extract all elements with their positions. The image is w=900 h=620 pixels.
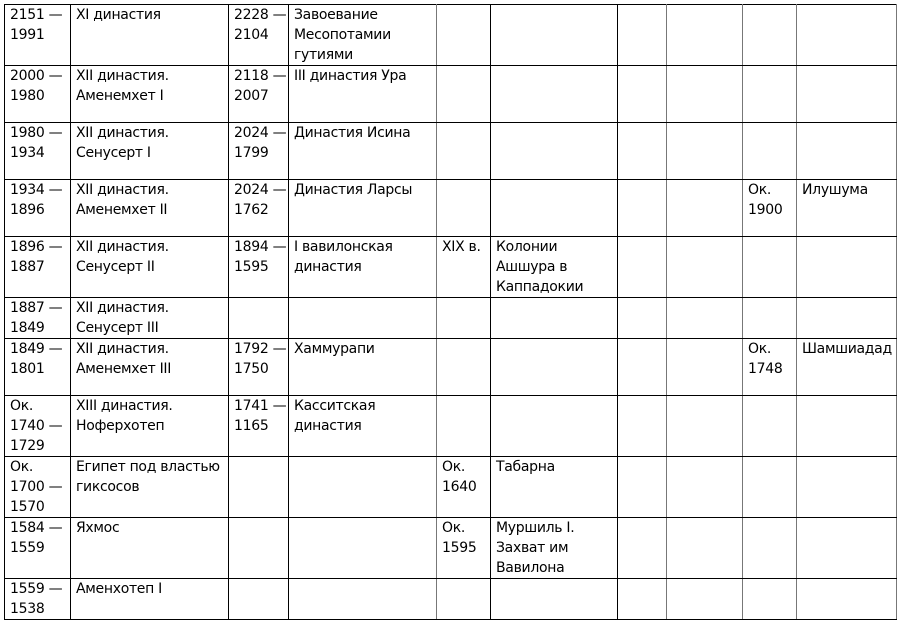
table-cell-egypt-date: [5, 579, 71, 620]
table-cell-assyria-date: [743, 123, 797, 180]
cell-text: XII династия. Сенусерт II: [76, 239, 169, 275]
table-cell-assyria-event: [797, 579, 897, 620]
chronology-table: [4, 4, 897, 620]
table-cell-assyria-event: [797, 298, 897, 339]
cell-text: 1849 — 1801: [10, 341, 63, 377]
table-cell-assyria-date: [743, 396, 797, 457]
table-cell-egypt-event: [71, 579, 229, 620]
table-cell-anatolia-date: [437, 457, 491, 518]
table-row: [5, 339, 897, 396]
table-cell-assyria-event: [797, 237, 897, 298]
table-row: [5, 180, 897, 237]
table-cell-col8-event: [667, 66, 743, 123]
table-cell-assyria-event: [797, 5, 897, 66]
table-cell-egypt-event: [71, 339, 229, 396]
table-cell-col8-event: [667, 298, 743, 339]
table-cell-col7-date: [618, 66, 667, 123]
table-cell-mesopotamia-date: [229, 457, 289, 518]
table-cell-egypt-date: [5, 396, 71, 457]
table-cell-egypt-event: [71, 518, 229, 579]
table-row: [5, 298, 897, 339]
table-cell-anatolia-date: [437, 518, 491, 579]
table-cell-egypt-date: [5, 298, 71, 339]
table-row: [5, 457, 897, 518]
table-cell-col8-event: [667, 123, 743, 180]
cell-text: Ок. 1640: [442, 459, 477, 495]
cell-text: Аменхотеп I: [76, 581, 162, 597]
cell-text: III династия Ура: [294, 68, 407, 84]
cell-text: XII династия. Аменемхет III: [76, 341, 172, 377]
table-cell-mesopotamia-event: [289, 237, 437, 298]
table-cell-anatolia-date: [437, 579, 491, 620]
table-cell-assyria-event: [797, 66, 897, 123]
table-cell-mesopotamia-event: [289, 5, 437, 66]
table-cell-mesopotamia-event: [289, 339, 437, 396]
table-cell-col7-date: [618, 518, 667, 579]
table-cell-col7-date: [618, 123, 667, 180]
cell-text: 2228 — 2104: [234, 7, 287, 43]
table-cell-col7-date: [618, 457, 667, 518]
table-row: [5, 5, 897, 66]
table-cell-egypt-event: [71, 396, 229, 457]
table-cell-egypt-event: [71, 237, 229, 298]
table-cell-egypt-date: [5, 123, 71, 180]
table-cell-egypt-date: [5, 5, 71, 66]
cell-text: 1584 — 1559: [10, 520, 63, 556]
cell-text: 1980 — 1934: [10, 125, 63, 161]
table-cell-assyria-event: [797, 180, 897, 237]
cell-text: 2151 — 1991: [10, 7, 63, 43]
cell-text: 2024 — 1762: [234, 182, 287, 218]
table-body: [5, 5, 897, 620]
cell-text: Египет под властью гиксосов: [76, 459, 220, 495]
table-cell-col8-event: [667, 339, 743, 396]
table-cell-assyria-date: [743, 518, 797, 579]
cell-text: Ок. 1748: [748, 341, 783, 377]
table-cell-anatolia-date: [437, 298, 491, 339]
cell-text: Хаммурапи: [294, 341, 375, 357]
table-cell-anatolia-event: [491, 396, 618, 457]
table-cell-egypt-event: [71, 457, 229, 518]
table-cell-egypt-date: [5, 518, 71, 579]
cell-text: Яхмос: [76, 520, 120, 536]
table-cell-anatolia-event: [491, 339, 618, 396]
table-row: [5, 518, 897, 579]
table-cell-col8-event: [667, 180, 743, 237]
cell-text: Ок. 1900: [748, 182, 783, 218]
table-cell-anatolia-date: [437, 237, 491, 298]
cell-text: XII династия. Аменемхет II: [76, 182, 169, 218]
table-cell-egypt-event: [71, 298, 229, 339]
table-cell-mesopotamia-event: [289, 396, 437, 457]
table-cell-mesopotamia-event: [289, 579, 437, 620]
table-cell-mesopotamia-date: [229, 298, 289, 339]
table-cell-assyria-date: [743, 339, 797, 396]
table-row: [5, 237, 897, 298]
table-cell-egypt-event: [71, 123, 229, 180]
table-cell-mesopotamia-date: [229, 5, 289, 66]
table-cell-mesopotamia-date: [229, 396, 289, 457]
cell-text: Завоевание Месопотамии гутиями: [294, 7, 391, 63]
cell-text: Шамшиадад: [802, 341, 892, 357]
cell-text: 1741 — 1165: [234, 398, 287, 434]
cell-text: Касситская династия: [294, 398, 376, 434]
table-row: [5, 123, 897, 180]
table-cell-assyria-date: [743, 180, 797, 237]
table-cell-col8-event: [667, 579, 743, 620]
table-cell-col7-date: [618, 339, 667, 396]
table-cell-assyria-event: [797, 339, 897, 396]
table-cell-mesopotamia-event: [289, 518, 437, 579]
table-cell-col7-date: [618, 237, 667, 298]
table-cell-mesopotamia-event: [289, 457, 437, 518]
cell-text: XIII династия. Ноферхотеп: [76, 398, 173, 434]
table-cell-col8-event: [667, 457, 743, 518]
cell-text: XIX в.: [442, 239, 481, 255]
table-cell-anatolia-date: [437, 396, 491, 457]
table-cell-assyria-date: [743, 66, 797, 123]
table-cell-anatolia-event: [491, 298, 618, 339]
table-cell-mesopotamia-date: [229, 579, 289, 620]
table-cell-anatolia-event: [491, 5, 618, 66]
table-cell-mesopotamia-event: [289, 298, 437, 339]
cell-text: I вавилонская династия: [294, 239, 393, 275]
cell-text: Илушума: [802, 182, 868, 198]
table-cell-egypt-date: [5, 339, 71, 396]
cell-text: Табарна: [496, 459, 555, 475]
table-cell-assyria-date: [743, 457, 797, 518]
table-cell-anatolia-event: [491, 123, 618, 180]
table-cell-anatolia-event: [491, 518, 618, 579]
cell-text: XI династия: [76, 7, 161, 23]
table-cell-anatolia-event: [491, 180, 618, 237]
table-cell-mesopotamia-event: [289, 66, 437, 123]
cell-text: Ок. 1740 — 1729: [10, 398, 63, 454]
cell-text: 1559 — 1538: [10, 581, 63, 617]
cell-text: Династия Исина: [294, 125, 411, 141]
table-cell-mesopotamia-date: [229, 237, 289, 298]
cell-text: Ок. 1700 — 1570: [10, 459, 63, 515]
cell-text: 2000 — 1980: [10, 68, 63, 104]
cell-text: Ок. 1595: [442, 520, 477, 556]
table-cell-col8-event: [667, 518, 743, 579]
table-cell-egypt-date: [5, 237, 71, 298]
cell-text: Муршиль I. Захват им Вавилона: [496, 520, 575, 576]
table-cell-col7-date: [618, 180, 667, 237]
table-cell-egypt-date: [5, 457, 71, 518]
table-cell-anatolia-event: [491, 579, 618, 620]
cell-text: 1887 — 1849: [10, 300, 63, 336]
table-cell-assyria-event: [797, 396, 897, 457]
table-cell-col8-event: [667, 5, 743, 66]
cell-text: XII династия. Сенусерт III: [76, 300, 169, 336]
table-cell-col7-date: [618, 5, 667, 66]
table-row: [5, 66, 897, 123]
table-cell-mesopotamia-date: [229, 180, 289, 237]
table-cell-col8-event: [667, 396, 743, 457]
table-cell-egypt-date: [5, 66, 71, 123]
table-cell-anatolia-event: [491, 237, 618, 298]
cell-text: 1934 — 1896: [10, 182, 63, 218]
table-cell-mesopotamia-event: [289, 123, 437, 180]
table-cell-egypt-event: [71, 5, 229, 66]
table-cell-assyria-event: [797, 518, 897, 579]
table-cell-mesopotamia-date: [229, 66, 289, 123]
table-cell-mesopotamia-date: [229, 123, 289, 180]
table-cell-assyria-date: [743, 298, 797, 339]
table-cell-mesopotamia-date: [229, 339, 289, 396]
cell-text: 1896 — 1887: [10, 239, 63, 275]
cell-text: 2118 — 2007: [234, 68, 287, 104]
table-row: [5, 579, 897, 620]
table-cell-egypt-event: [71, 180, 229, 237]
table-cell-mesopotamia-date: [229, 518, 289, 579]
table-cell-col7-date: [618, 298, 667, 339]
table-cell-egypt-event: [71, 66, 229, 123]
cell-text: XII династия. Сенусерт I: [76, 125, 169, 161]
table-cell-col8-event: [667, 237, 743, 298]
table-cell-anatolia-date: [437, 66, 491, 123]
table-cell-anatolia-date: [437, 339, 491, 396]
table-cell-anatolia-date: [437, 180, 491, 237]
table-cell-assyria-event: [797, 457, 897, 518]
table-cell-assyria-date: [743, 579, 797, 620]
table-cell-col7-date: [618, 396, 667, 457]
cell-text: 1894 — 1595: [234, 239, 287, 275]
table-cell-assyria-event: [797, 123, 897, 180]
table-cell-anatolia-date: [437, 5, 491, 66]
cell-text: XII династия. Аменемхет I: [76, 68, 169, 104]
table-cell-col7-date: [618, 579, 667, 620]
table-row: [5, 396, 897, 457]
cell-text: 1792 — 1750: [234, 341, 287, 377]
cell-text: Колонии Ашшура в Каппадокии: [496, 239, 584, 295]
table-cell-egypt-date: [5, 180, 71, 237]
table-cell-mesopotamia-event: [289, 180, 437, 237]
table-cell-anatolia-date: [437, 123, 491, 180]
cell-text: 2024 — 1799: [234, 125, 287, 161]
cell-text: Династия Ларсы: [294, 182, 413, 198]
table-cell-anatolia-event: [491, 66, 618, 123]
table-cell-assyria-date: [743, 237, 797, 298]
table-cell-anatolia-event: [491, 457, 618, 518]
table-cell-assyria-date: [743, 5, 797, 66]
